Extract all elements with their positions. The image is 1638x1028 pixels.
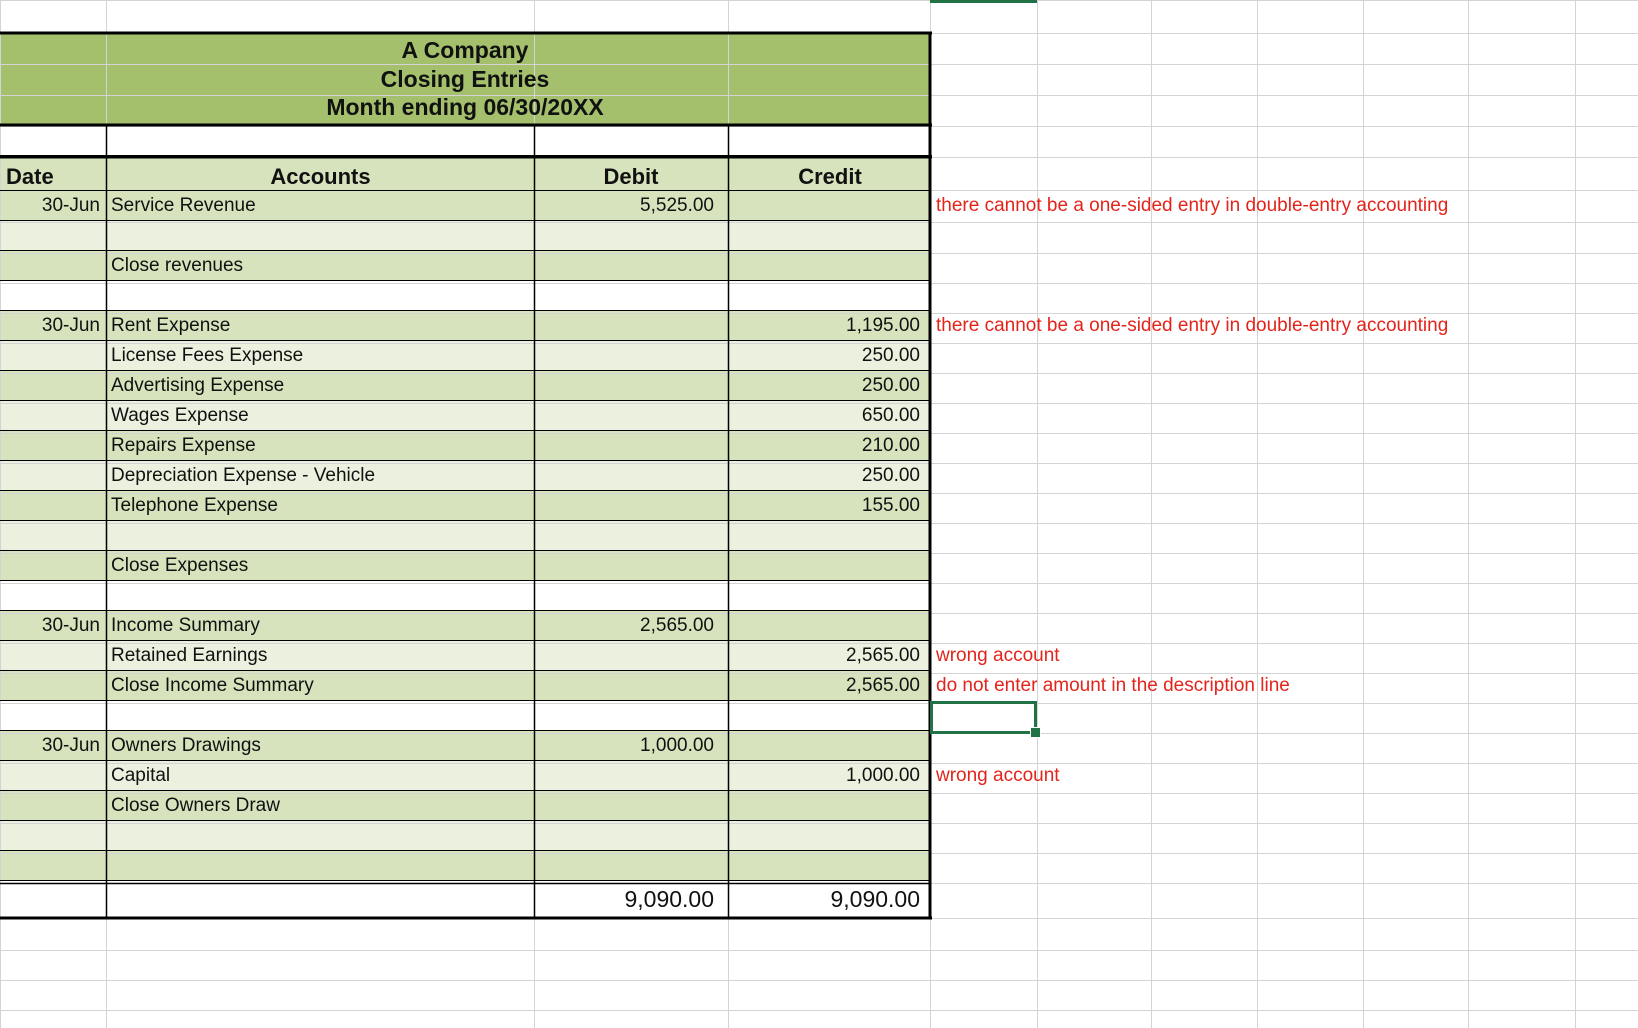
- account-cell[interactable]: Close Owners Draw: [111, 795, 280, 816]
- account-cell[interactable]: Depreciation Expense - Vehicle: [111, 465, 376, 486]
- account-cell[interactable]: Telephone Expense: [111, 495, 278, 516]
- header-accounts: Accounts: [270, 164, 371, 189]
- header-debit: Debit: [603, 164, 659, 189]
- account-cell[interactable]: Wages Expense: [111, 405, 249, 426]
- credit-cell[interactable]: 250.00: [861, 345, 920, 366]
- credit-cell[interactable]: 250.00: [861, 375, 920, 396]
- credit-cell[interactable]: 2,565.00: [846, 645, 920, 666]
- total-credit[interactable]: 9,090.00: [830, 886, 920, 912]
- account-cell[interactable]: Repairs Expense: [111, 435, 256, 456]
- credit-cell[interactable]: 250.00: [861, 465, 920, 486]
- fill-handle-icon[interactable]: [1030, 727, 1041, 738]
- date-cell[interactable]: 30-Jun: [41, 615, 100, 636]
- credit-cell[interactable]: 1,000.00: [846, 765, 920, 786]
- account-cell[interactable]: Close Expenses: [111, 555, 249, 576]
- account-cell[interactable]: Capital: [111, 765, 171, 786]
- debit-cell[interactable]: 1,000.00: [640, 735, 714, 756]
- comment-note: wrong account: [936, 765, 1060, 786]
- account-cell[interactable]: Advertising Expense: [111, 375, 285, 396]
- comment-note: there cannot be a one-sided entry in double-entry accounting: [936, 315, 1449, 336]
- credit-cell[interactable]: 2,565.00: [846, 675, 920, 696]
- account-cell[interactable]: Close Income Summary: [111, 675, 314, 696]
- selected-cell[interactable]: [930, 701, 1037, 734]
- credit-cell[interactable]: 155.00: [861, 495, 920, 516]
- account-cell[interactable]: Rent Expense: [111, 315, 231, 336]
- date-cell[interactable]: 30-Jun: [41, 195, 100, 216]
- credit-cell[interactable]: 650.00: [861, 405, 920, 426]
- comment-note: wrong account: [936, 645, 1060, 666]
- comment-note: there cannot be a one-sided entry in double-entry accounting: [936, 195, 1449, 216]
- credit-cell[interactable]: 210.00: [861, 435, 920, 456]
- account-cell[interactable]: Retained Earnings: [111, 645, 268, 666]
- comment-note: do not enter amount in the description line: [936, 675, 1290, 696]
- account-cell[interactable]: Income Summary: [111, 615, 260, 636]
- header-credit: Credit: [798, 164, 862, 189]
- account-cell[interactable]: Owners Drawings: [111, 735, 261, 756]
- account-cell[interactable]: Close revenues: [111, 255, 244, 276]
- header-date: Date: [6, 164, 54, 189]
- report-name: Closing Entries: [380, 66, 550, 92]
- debit-cell[interactable]: 5,525.00: [640, 195, 714, 216]
- total-debit[interactable]: 9,090.00: [624, 886, 714, 912]
- date-cell[interactable]: 30-Jun: [41, 735, 100, 756]
- active-column-indicator: [930, 0, 1037, 3]
- credit-cell[interactable]: 1,195.00: [846, 315, 920, 336]
- account-cell[interactable]: License Fees Expense: [111, 345, 304, 366]
- date-cell[interactable]: 30-Jun: [41, 315, 100, 336]
- company-name: A Company: [401, 37, 529, 63]
- account-cell[interactable]: Service Revenue: [111, 195, 256, 216]
- report-period: Month ending 06/30/20XX: [326, 94, 604, 120]
- debit-cell[interactable]: 2,565.00: [640, 615, 714, 636]
